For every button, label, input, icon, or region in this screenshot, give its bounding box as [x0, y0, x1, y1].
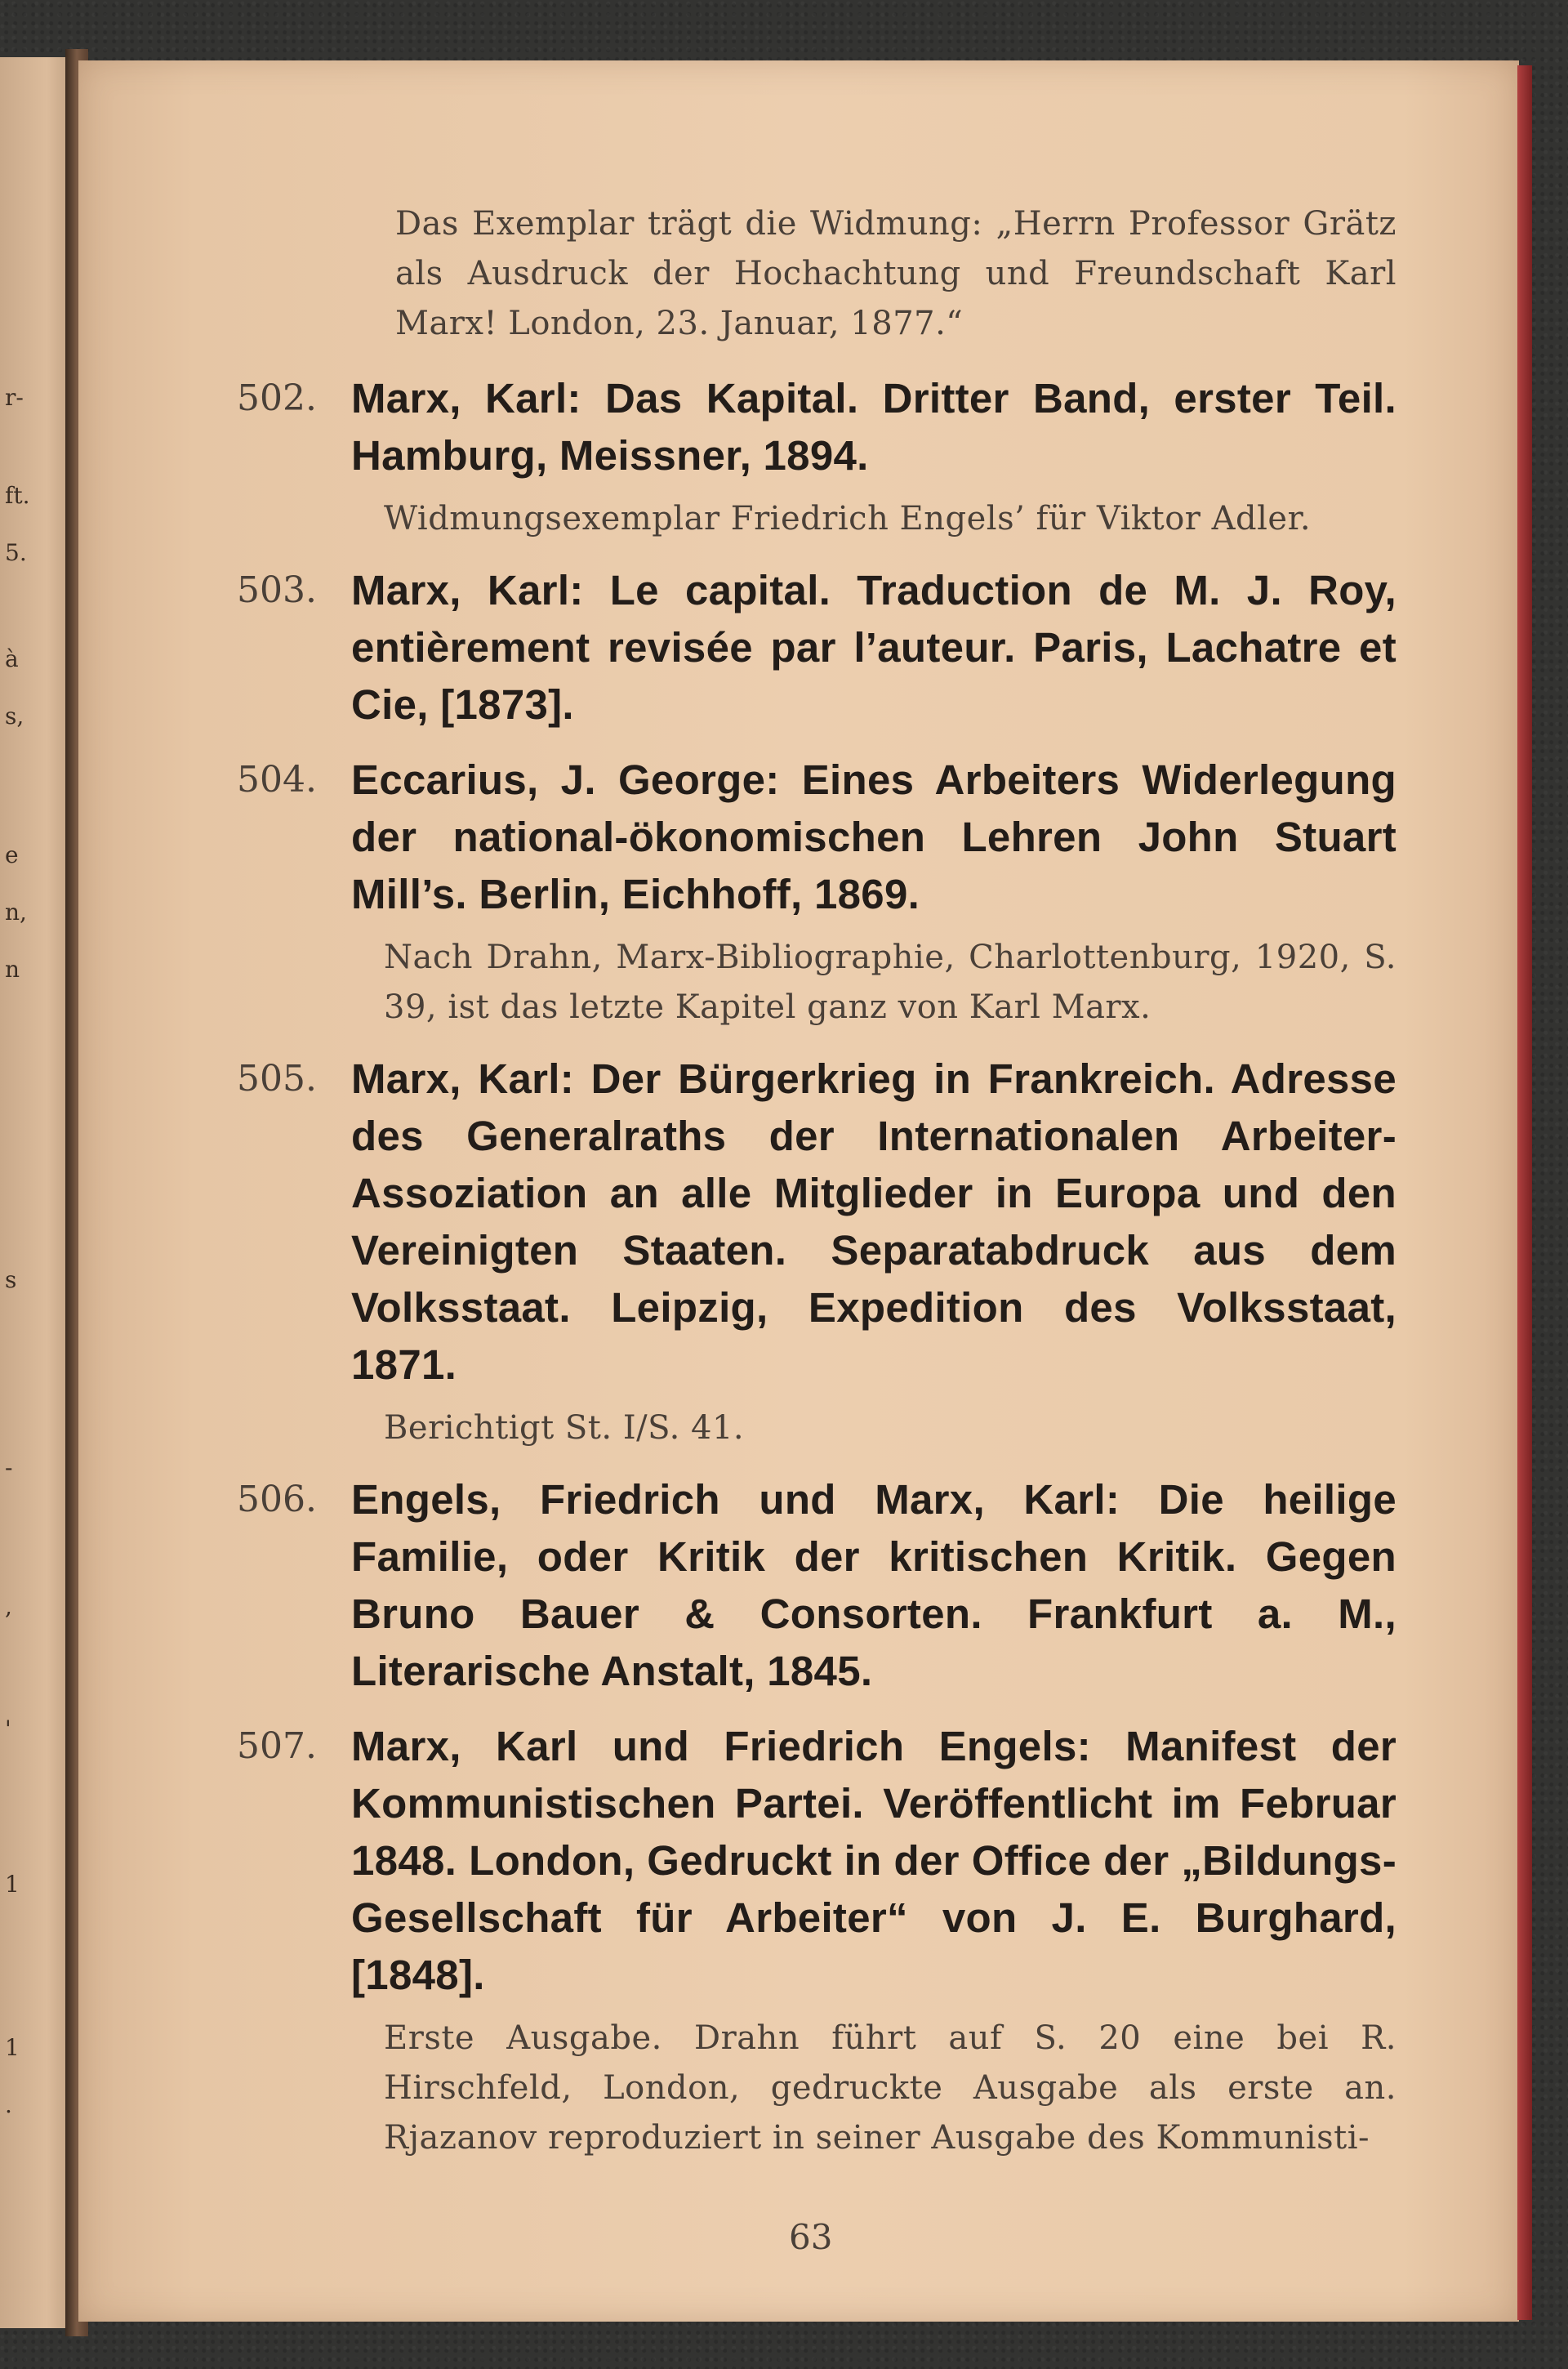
margin-fragment: ft.: [5, 482, 30, 509]
catalog-entry: [237, 1471, 1396, 1700]
margin-fragment: n,: [5, 899, 27, 926]
margin-fragment: n: [5, 956, 20, 983]
intro-note: Das Exemplar trägt die Widmung: „Herrn Professor Grätz als Ausdruck der Hochachtung und Freundschaft Karl Marx! London, 23. Januar, 1877.“: [395, 205, 1396, 342]
entry-note: Widmungsexemplar Friedrich Engels’ für Viktor Adler.: [384, 500, 1312, 538]
margin-fragment: r-: [5, 384, 24, 411]
entry-title: Marx, Karl: Das Kapital. Dritter Band, erster Teil. Hamburg, Meissner, 1894.: [351, 375, 1396, 479]
entry-number: 502.: [237, 377, 317, 419]
entry-title: Marx, Karl: Der Bürgerkrieg in Frankreich. Adresse des Generalraths der Internationalen Arbeiter-Assoziation an alle Mitglieder in Europa und den Vereinigten Staaten. Separatabdruck aus dem Volksstaat. Leipzig, Expedition des Volksstaat, 1871.: [351, 1055, 1396, 1388]
margin-fragment: 5.: [5, 539, 27, 566]
entry-title: Marx, Karl: Le capital. Traduction de M. J. Roy, entièrement revisée par l’auteur. Paris, Lachatre et Cie, [1873].: [351, 567, 1396, 728]
entry-title: Engels, Friedrich und Marx, Karl: Die heilige Familie, oder Kritik der kritischen Kritik. Gegen Bruno Bauer & Consorten. Frankfurt a. M., Literarische Anstalt, 1845.: [351, 1476, 1396, 1694]
entry-note: Erste Ausgabe. Drahn führt auf S. 20 eine bei R. Hirschfeld, London, gedruckte Ausgabe als erste an. Rjazanov reproduziert in seiner Ausgabe des Kommunisti-: [384, 2019, 1396, 2157]
page-text: [237, 199, 1396, 2163]
margin-fragment: ,: [5, 1593, 12, 1620]
page-number: 63: [789, 2217, 833, 2257]
margin-fragment: 1: [5, 1871, 20, 1898]
margin-fragment: s: [5, 1266, 17, 1293]
book-page: [78, 60, 1519, 2322]
book-edge-red: [1517, 65, 1532, 2320]
margin-fragment: s,: [5, 703, 24, 729]
catalog-entry: [237, 562, 1396, 734]
entry-note: Nach Drahn, Marx-Bibliographie, Charlottenburg, 1920, S. 39, ist das letzte Kapitel ganz von Karl Marx.: [384, 939, 1396, 1026]
entry-number: 504.: [237, 759, 317, 801]
catalog-entry: [237, 1051, 1396, 1453]
margin-fragment: e: [5, 841, 19, 868]
catalog-entry: [237, 1718, 1396, 2163]
catalog-entry: [237, 752, 1396, 1033]
margin-fragment: -: [5, 1454, 13, 1481]
catalog-entry: [237, 370, 1396, 544]
margin-fragment: .: [5, 2091, 12, 2118]
left-page-margin-fragments: [5, 57, 29, 2328]
entry-note: Berichtigt St. I/S. 41.: [384, 1409, 745, 1447]
entry-number: 507.: [237, 1725, 317, 1767]
margin-fragment: 1: [5, 2034, 20, 2061]
margin-fragment: à: [5, 645, 19, 672]
entry-title: Eccarius, J. George: Eines Arbeiters Widerlegung der national-ökonomischen Lehren John Stuart Mill’s. Berlin, Eichhoff, 1869.: [351, 756, 1396, 917]
entry-title: Marx, Karl und Friedrich Engels: Manifest der Kommunistischen Partei. Veröffentlicht im Februar 1848. London, Gedruckt in der Office der „Bildungs-Gesellschaft für Arbeiter“ von J. E. Burghard, [1848].: [351, 1723, 1396, 1998]
entry-number: 505.: [237, 1058, 317, 1100]
margin-fragment: ': [5, 1715, 11, 1742]
entry-number: 506.: [237, 1479, 317, 1520]
entry-number: 503.: [237, 569, 317, 611]
